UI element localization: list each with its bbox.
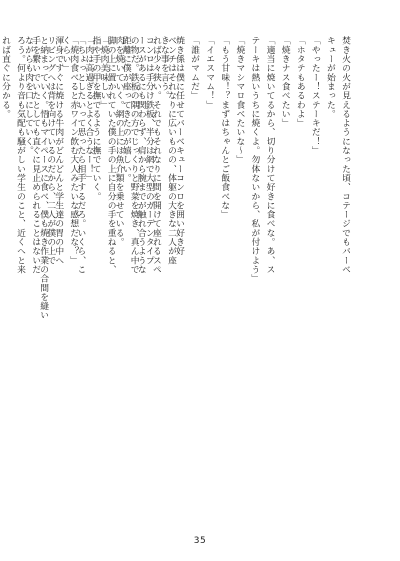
text-line: ベンチはそれなりに広いものの、体躯の大きな二人が座	[166, 36, 176, 265]
text-line: 「焼肉食べると赤ワイン飲む大人みたいな感想だな？」	[68, 36, 79, 265]
text-line: 「やったー！ステーキだ！」	[309, 36, 320, 155]
text-line: と納まっていく。悟もマイペースに食べ、僕も焼き作業の合間を縫い	[38, 36, 49, 320]
text-line: キューが始まった。	[324, 36, 335, 119]
text-line: の物だ。鉄板の隅の方でじっくりと野菜を焼き、真ん中で	[128, 36, 139, 274]
text-line: ろう。何より音も気配も騒がしい学生のこと、近くへと来	[15, 36, 26, 274]
text-line: 指や手の甲を撫でるように撫でていく。	[90, 36, 101, 201]
text-line: 「焼きナス食べたい」	[279, 36, 290, 128]
text-line: 「焼きマシマロ食べたいな～」	[234, 36, 245, 165]
text-line: れば直ぐに分かる。	[0, 36, 10, 119]
text-line: ながらも肉を口にしていく。	[23, 36, 34, 155]
text-line: 「もう甘味！？まずはちゃんとご飯食べな」	[219, 36, 230, 219]
page-number: 35	[193, 536, 207, 546]
text-line: 「適当に焼いてるから、切り分けて好きに食べな。あ、ス	[264, 36, 275, 274]
text-line: テーキは熱いうちに焼くよ。勿体ないから、私が付けよう」	[249, 36, 260, 284]
text-line: れば少々狭い。それでもそれなりに間を開けて座れるスペ	[150, 36, 161, 274]
text-line: 肉を焼いていく。網の上には魚介類を乗せている。	[113, 36, 124, 247]
text-line: 手を繋いでいたとしても直ぐに見止められることはないだ	[30, 36, 41, 274]
text-line: ースがあるにも関わらず、肩から腕までが触れ合うような	[135, 36, 146, 274]
text-line: 渾身ですぐに焼ける牛肉がどんどんと学生達の胃の中へ	[53, 36, 64, 265]
text-line: 焚き火の火が見えるようになった頃、コテージでもバーベ	[340, 36, 350, 274]
text-line: くらい」	[60, 36, 71, 73]
text-line: 脚の上に置かれていた僕の手の上に自分の手を重ねると、	[105, 36, 116, 274]
text-line: 「焼肉美味しい」	[98, 36, 109, 110]
text-line: きな事を言う。	[158, 36, 169, 101]
text-line: 距離に僕が座ってきたのが嬉しい。	[120, 36, 131, 183]
text-line: 「ホタテもあるわよ」	[294, 36, 305, 128]
text-line: 「イエスマム！」	[204, 36, 215, 110]
text-line: 「ちょっとしたいって思ったら相手するだろ。いくら、こ	[75, 36, 86, 274]
text-line: リビングへは背を向けているのだから、二人が僕の上で	[45, 36, 56, 265]
text-line: 「肉は高過ぎるとよく合うなー！」	[83, 36, 94, 183]
text-line: 「誰がマムだ」	[189, 36, 200, 101]
text-line: コンロは手分け鉄板、半分は網で大型のガーデンタイプ	[143, 36, 154, 265]
text-line: 焼き係は僕に任せてバーベキューコンロを囲い好き好	[173, 36, 184, 256]
